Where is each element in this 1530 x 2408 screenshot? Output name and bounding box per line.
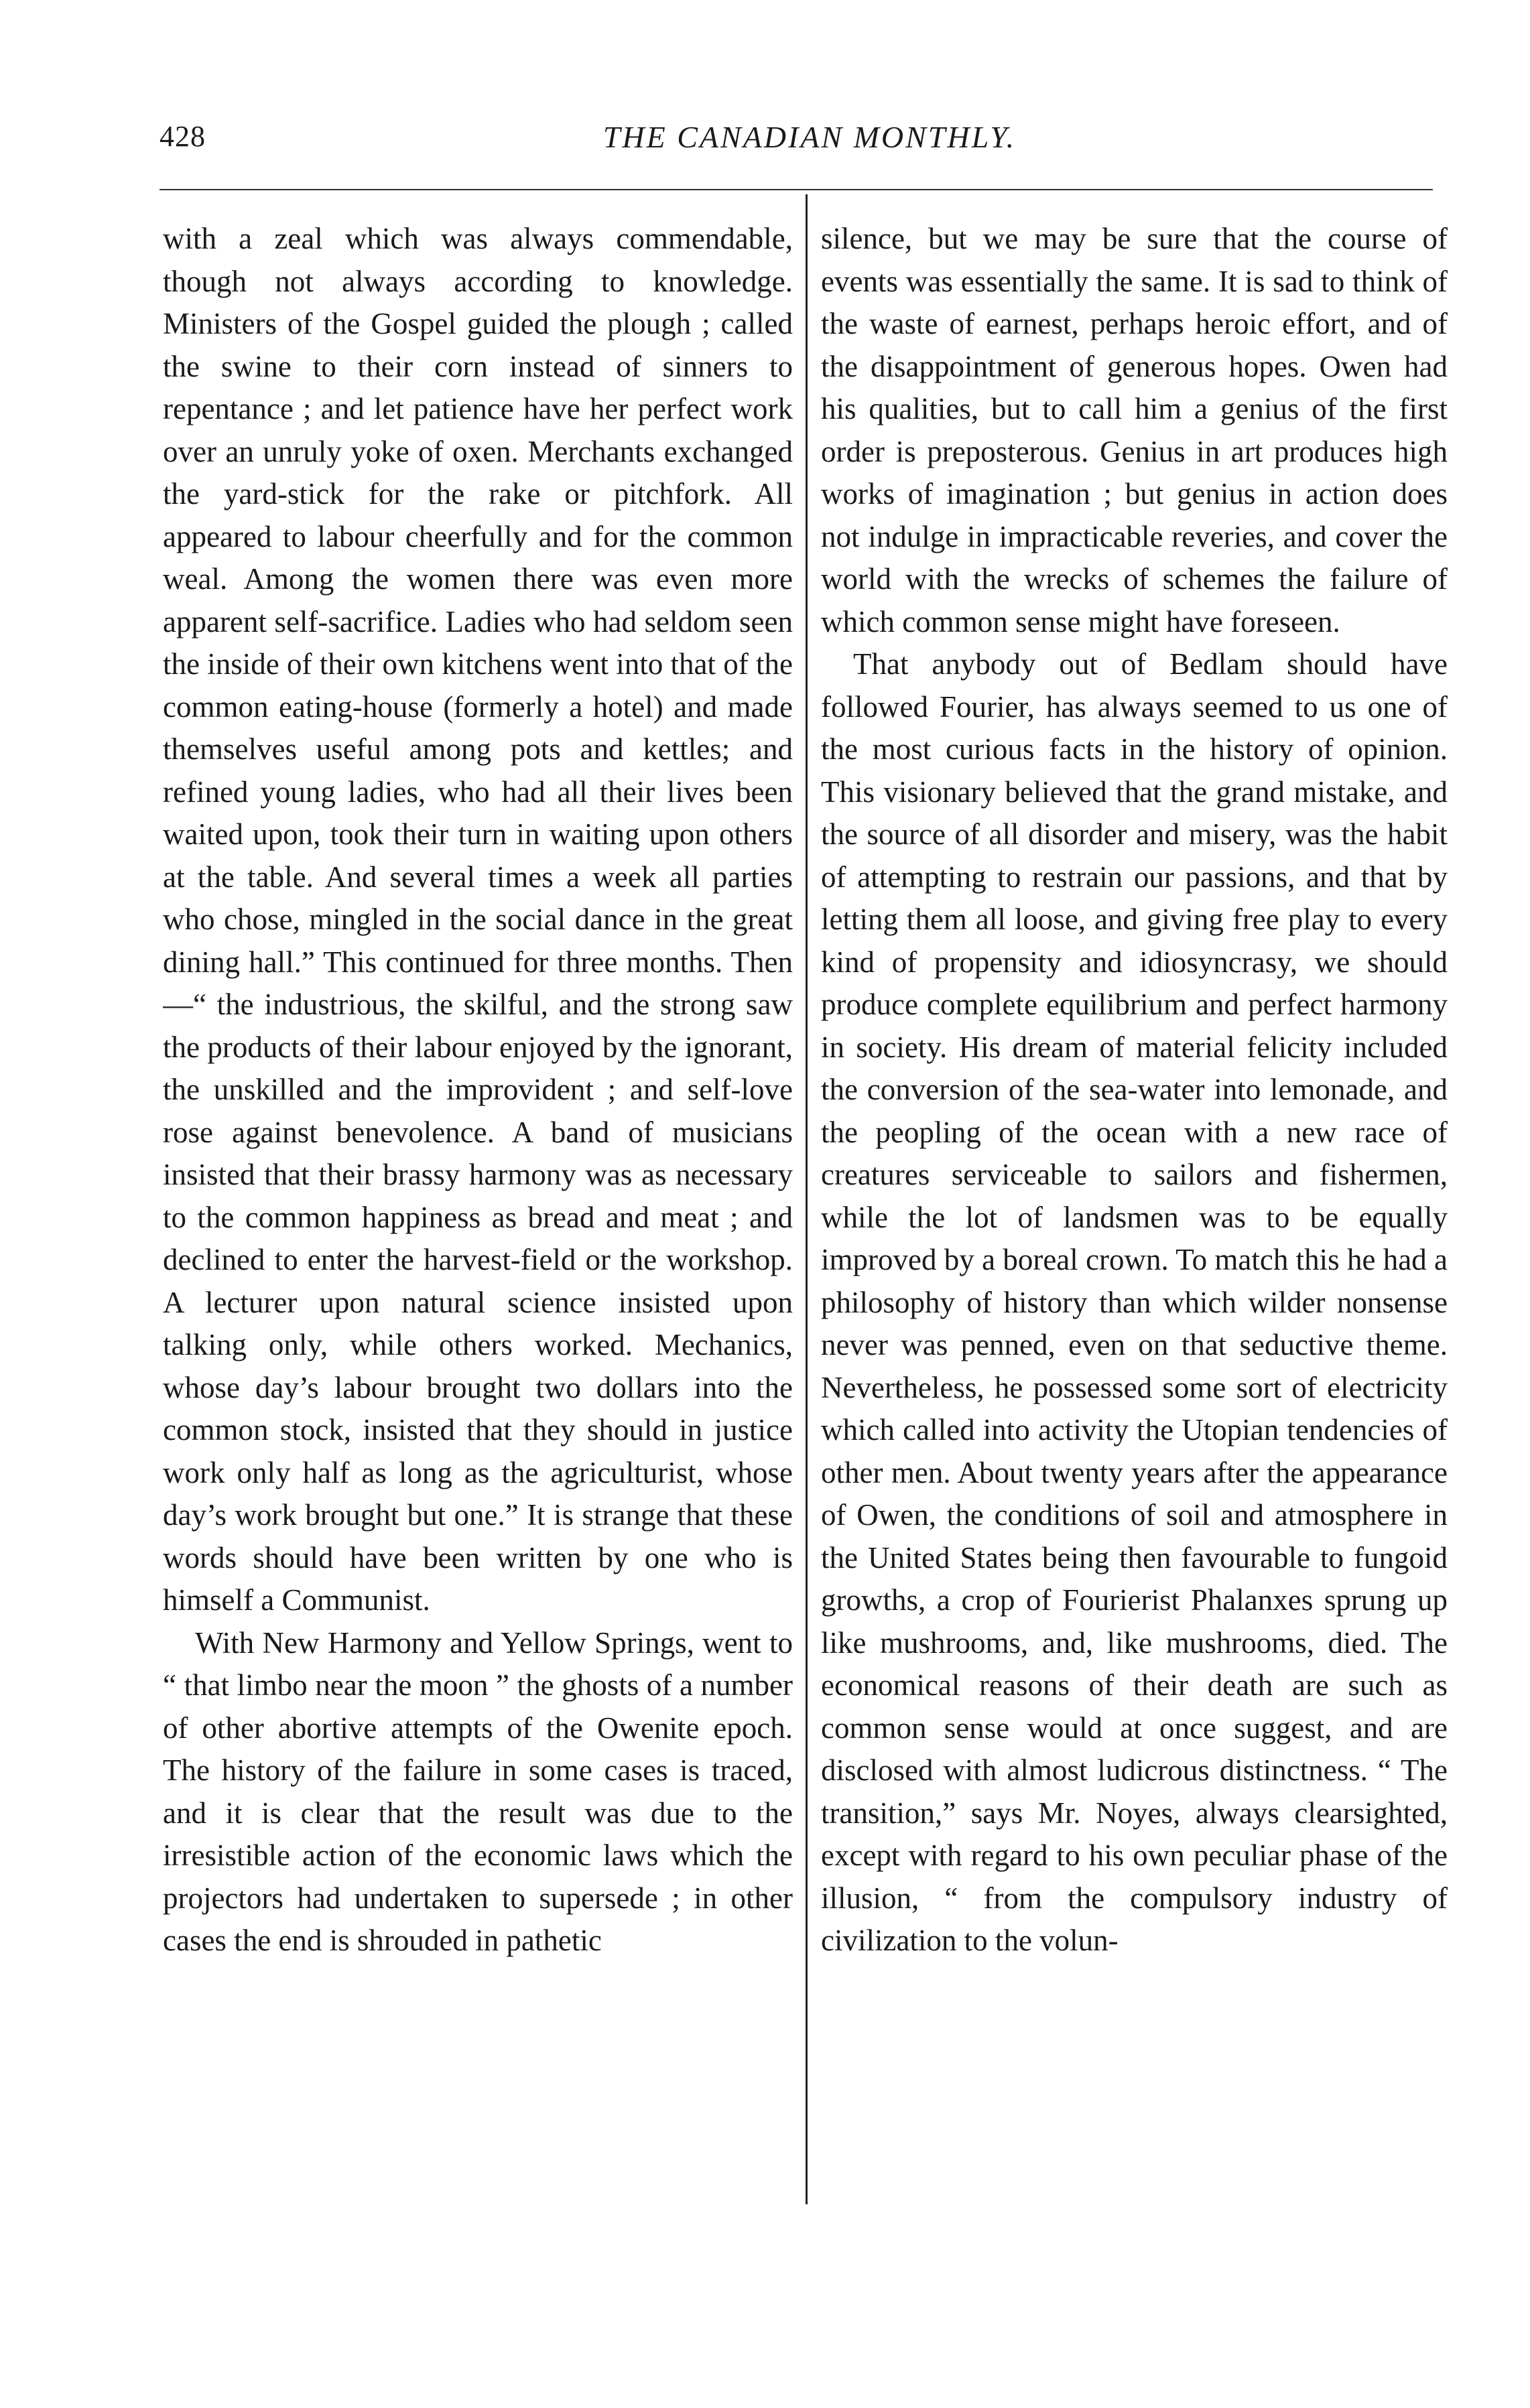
- paragraph: With New Harmony and Yellow Springs, went to “ that limbo near the moon ” the ghosts of a number of other abortive attempts of the Owenite epoch. The history of the failure in some cases is traced, and it is clear that the result was due to the irresistible action of the economic laws which the projectors had undertaken to supersede ; in other cases the end is shrouded in pathetic: [163, 1625, 793, 1957]
- paragraph: silence, but we may be sure that the course of events was essentially the same. It is sad to think of the waste of earnest, perhaps heroic effort, and of the disappointment of generous hopes. Owen had his qualities, but to call him a genius of the first order is preposterous. Genius in art produces high works of imagination ; but genius in action does not indulge in impracticable reveries, and cover the world with the wrecks of schemes the failure of which common sense might have foreseen.: [821, 222, 1448, 639]
- running-title: THE CANADIAN MONTHLY.: [602, 120, 1017, 154]
- page-header: [160, 119, 1460, 166]
- left-column: [163, 218, 793, 2228]
- column-divider: [806, 194, 808, 2204]
- right-column: [821, 218, 1448, 2228]
- header-rule: [160, 189, 1433, 190]
- paragraph: That anybody out of Bedlam should have followed Fourier, has always seemed to us one of the most curious facts in the history of opinion. This visionary believed that the grand mistake, and the source of all disorder and misery, was the habit of attempting to restrain our passions, and that by letting them all loose, and giving free play to every kind of propensity and idiosyncrasy, we should produce complete equilibrium and perfect harmony in society. His dream of material felicity included the conversion of the sea-water into lemonade, and the peopling of the ocean with a new race of creatures serviceable to sailors and fishermen, while the lot of landsmen was to be equally improved by a boreal crown. To match this he had a philosophy of history than which wilder nonsense never was penned, even on that seductive theme. Nevertheless, he possessed some sort of electricity which called into activity the Utopian tendencies of other men. About twenty years after the appearance of Owen, the conditions of soil and atmosphere in the United States being then favourable to fungoid growths, a crop of Fourierist Phalanxes sprung up like mushrooms, and, like mushrooms, died. The economical reasons of their death are such as common sense would at once suggest, and are disclosed with almost ludicrous distinctness. “ The transition,” says Mr. Noyes, always clearsighted, except with regard to his own peculiar phase of the illusion, “ from the compulsory industry of civilization to the volun-: [821, 647, 1448, 1957]
- page-number: 428: [160, 120, 206, 153]
- paragraph: with a zeal which was always commendable, though not always according to knowledge. Ministers of the Gospel guided the plough ; called the swine to their corn instead of sinners to repentance ; and let patience have her perfect work over an unruly yoke of oxen. Merchants exchanged the yard-stick for the rake or pitchfork. All appeared to labour cheerfully and for the common weal. Among the women there was even more apparent self-sacrifice. Ladies who had seldom seen the inside of their own kitchens went into that of the common eating-house (formerly a hotel) and made themselves useful among pots and kettles; and refined young ladies, who had all their lives been waited upon, took their turn in waiting upon others at the table. And several times a week all parties who chose, mingled in the social dance in the great dining hall.” This continued for three months. Then—“ the industrious, the skilful, and the strong saw the products of their labour enjoyed by the ignorant, the unskilled and the improvident ; and self-love rose against benevolence. A band of musicians insisted that their brassy harmony was as necessary to the common happiness as bread and meat ; and declined to enter the harvest-field or the workshop. A lecturer upon natural science insisted upon talking only, while others worked. Mechanics, whose day’s labour brought two dollars into the common stock, insisted that they should in justice work only half as long as the agriculturist, whose day’s work brought but one.” It is strange that these words should have been written by one who is himself a Communist.: [163, 222, 793, 1617]
